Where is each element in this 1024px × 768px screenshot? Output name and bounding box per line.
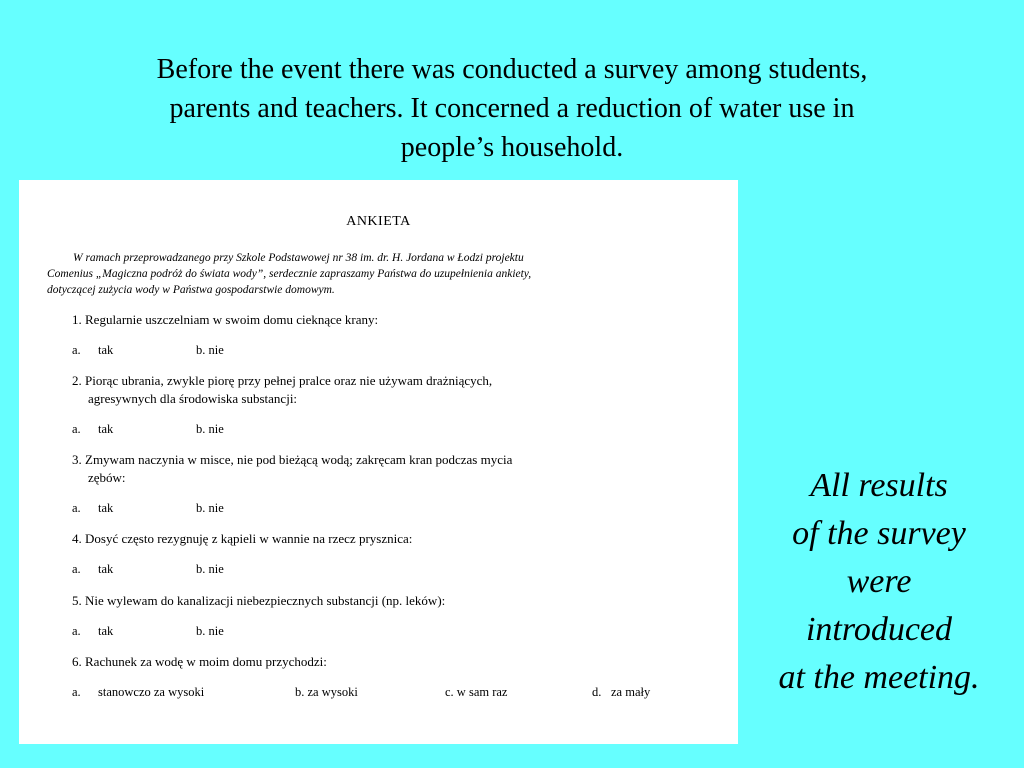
answer-a xyxy=(72,561,113,577)
answer-letter: a. xyxy=(72,562,81,576)
survey-question-5 xyxy=(72,592,445,610)
heading-line-1: Before the event there was conducted a survey among students, xyxy=(156,54,868,85)
side-note-line-5: at the meeting. xyxy=(778,659,980,696)
answer-c: c. w sam raz xyxy=(445,685,508,699)
answer-letter: a. xyxy=(72,422,81,436)
side-note-line-1: All results xyxy=(810,467,948,504)
survey-title: ANKIETA xyxy=(346,214,411,229)
answer-b: b. nie xyxy=(196,624,224,638)
intro-line-3: dotyczącej zużycia wody w Państwa gospodarstwie domowym. xyxy=(47,284,335,296)
answer-b: b. za wysoki xyxy=(295,685,358,699)
answer-b: b. nie xyxy=(196,501,224,515)
answer-a xyxy=(72,623,113,639)
question-text: 4. Dosyć często rezygnuję z kąpieli w wannie na rzecz prysznica: xyxy=(72,531,413,546)
answer-text: tak xyxy=(98,501,114,515)
answer-letter: a. xyxy=(72,624,81,638)
answer-b: b. nie xyxy=(196,422,224,436)
question-text: 6. Rachunek za wodę w moim domu przychodzi: xyxy=(72,654,327,669)
side-note-line-4: introduced xyxy=(805,611,953,648)
intro-line-2: Comenius „Magiczna podróż do świata wody”, serdecznie zapraszamy Państwa do uzupełnienia ankiety, xyxy=(47,268,532,280)
survey-question-2 xyxy=(72,372,492,408)
survey-document-image xyxy=(19,180,738,744)
intro-line-1: W ramach przeprowadzanego przy Szkole Podstawowej nr 38 im. dr. H. Jordana w Łodzi projektu xyxy=(73,252,524,264)
answer-a xyxy=(72,500,113,516)
answer-text: tak xyxy=(98,343,114,357)
answer-text: stanowczo za wysoki xyxy=(98,685,205,699)
survey-question-4 xyxy=(72,530,412,548)
answer-letter: a. xyxy=(72,501,81,515)
answer-b: b. nie xyxy=(196,562,224,576)
answer-text: za mały xyxy=(611,685,651,699)
answer-text: tak xyxy=(98,422,114,436)
question-text-cont: agresywnych dla środowiska substancji: xyxy=(88,391,298,406)
survey-intro xyxy=(47,250,683,298)
slide-heading xyxy=(60,50,964,167)
answer-text: tak xyxy=(98,562,114,576)
side-note-line-3: were xyxy=(846,563,912,600)
question-text: 2. Piorąc ubrania, zwykle piorę przy pełnej pralce oraz nie używam drażniących, xyxy=(72,373,493,388)
answer-a xyxy=(72,421,113,437)
question-text: 3. Zmywam naczynia w misce, nie pod bieżącą wodą; zakręcam kran podczas mycia xyxy=(72,452,513,467)
survey-question-3 xyxy=(72,451,512,487)
answer-a xyxy=(72,684,204,700)
survey-question-6 xyxy=(72,653,327,671)
heading-line-3: people’s household. xyxy=(400,132,624,163)
answer-b: b. nie xyxy=(196,343,224,357)
side-note xyxy=(748,462,1010,702)
question-text: 5. Nie wylewam do kanalizacji niebezpiecznych substancji (np. leków): xyxy=(72,593,446,608)
survey-question-1 xyxy=(72,311,378,329)
answer-a xyxy=(72,342,113,358)
answer-d xyxy=(592,684,650,700)
answer-letter: a. xyxy=(72,685,81,699)
heading-line-2: parents and teachers. It concerned a reduction of water use in xyxy=(169,93,855,124)
answer-letter: d. xyxy=(592,685,602,699)
question-text-cont: zębów: xyxy=(88,470,126,485)
answer-text: tak xyxy=(98,624,114,638)
answer-letter: a. xyxy=(72,343,81,357)
question-text: 1. Regularnie uszczelniam w swoim domu cieknące krany: xyxy=(72,312,379,327)
side-note-line-2: of the survey xyxy=(792,515,966,552)
